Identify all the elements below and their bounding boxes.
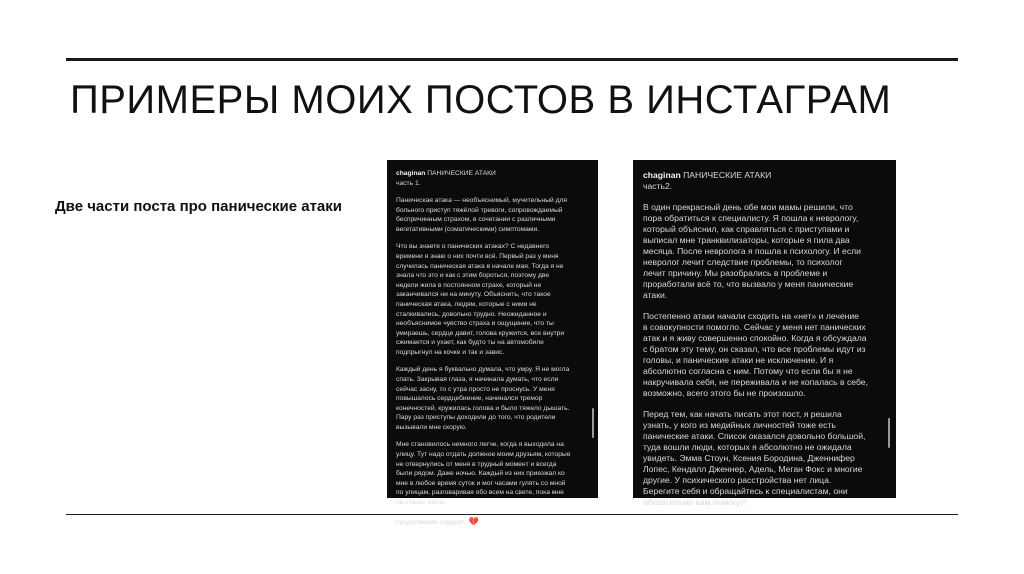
instagram-post-part-2	[633, 160, 896, 508]
post-paragraph: Постепенно атаки начали сходить на «нет» и лечение в совокупности помогло. Сейчас у меня нет панических атак и я живу совершенно спокойно. Когда я обсуждала с братом эту тему, он сказал, что все проблемы идут из головы, и панические атаки не исключение. И я абсолютно согласна с ним. Потому что если бы я не накручивала себя, не переживала и не копалась в себе, возможно, всего этого бы не произошло.	[643, 311, 868, 398]
post-part-label: часть 1.	[396, 179, 421, 187]
top-divider	[66, 58, 958, 61]
post-header	[643, 170, 882, 181]
post-paragraph	[643, 409, 882, 510]
slide-title: ПРИМЕРЫ МОИХ ПОСТОВ В ИНСТАГРАМ	[70, 78, 892, 122]
post-part-label: часть2.	[643, 181, 673, 191]
post-paragraph: Каждый день я буквально думала, что умру. Я не могла спать. Закрывая глаза, я начинала думать, что если сейчас засну, то с утра просто не проснусь. У меня повышалось сердцебиение, начинался тремор конечностей, кружилась голова и было тяжело дышать. Пару раз приступы доходили до того, что родители вызывали мне скорую.	[396, 366, 570, 431]
post-paragraph: Что вы знаете о панических атаках? С недавнего времени я знаю о них почти всё. Первый раз у меня случилась паническая атака в начале мая. Тогда я не знала что это и как с этим бороться, поэтому две недели жила в постоянном страхе, который не заканчивался ни на минуту. Объяснить, что такое паническая атака, людям, которые с ними не сталкивались, довольно трудно. Неожиданное и необъяснимое чувство страха и ощущение, что ты умираешь, сердце давит, голова кружится, все внутри сжимается и ухает, как будто ты на автомобиле подпрыгнул на кочке и так и завис.	[396, 243, 565, 356]
post-username[interactable]: chaginan	[396, 170, 426, 177]
broken-heart-icon: 💔	[468, 516, 479, 526]
post-paragraph: Мне становилось немного легче, когда я выходила на улицу. Тут надо отдать должное моим друзьям, которые не отвернулись от меня в трудный момент и всегда были рядом. Даже ночью. Каждый из них приезжал ко мне в любое время суток и мог часами гулять со мной по улицам, разговаривая обо всем на свете, пока мне не станет легче.	[396, 441, 571, 506]
bottom-divider	[66, 514, 958, 515]
post-scrollbar[interactable]	[888, 418, 890, 448]
white-heart-icon: ♥	[746, 497, 753, 508]
post-scrollbar[interactable]	[592, 408, 594, 438]
post-paragraph: Паническая атака — необъяснимый, мучительный для больного приступ тяжёлой тревоги, сопровождаемый беспричинным страхом, в сочетании с различными вегетативными (соматическими) симптомами.	[396, 197, 568, 233]
slide-caption: Две части поста про панические атаки	[55, 198, 342, 215]
post-paragraph: В один прекрасный день обе мои мамы решили, что пора обратиться к специалисту. Я пошла к неврологу, который объяснил, как справляться с приступами и выписал мне транквилизаторы, которые я пила два месяца. После невролога я пошла к психологу. И если невролог лечит следствие проблемы, то психолог лечит причину. Мы разобрались в проблеме и проработали всё то, что вызвало у меня панические атаки.	[643, 202, 861, 300]
instagram-post-part-1	[387, 160, 598, 526]
post-title: ПАНИЧЕСКИЕ АТАКИ	[683, 170, 772, 180]
post-header	[396, 169, 586, 179]
post-continuation	[396, 516, 586, 528]
post-title: ПАНИЧЕСКИЕ АТАКИ	[427, 170, 496, 177]
post-username[interactable]: chaginan	[643, 170, 681, 180]
post-paragraph-text: Перед тем, как начать писать этот пост, я решила узнать, у кого из медийных личностей тоже есть панические атаки. Список оказался довольно большой, туда вошли люди, которых я абсолютно не ожидала увидеть. Эмма Стоун, Ксения Бородина, Дженнифер Лопес, Кендалл Дженнер, Адель, Меган Фокс и многие другие. У психического расстройства нет лица. Берегите себя и обращайтесь к специалистам, они обязательно вам помогут!	[643, 409, 866, 507]
continuation-text: продолжение следует...	[396, 518, 469, 526]
